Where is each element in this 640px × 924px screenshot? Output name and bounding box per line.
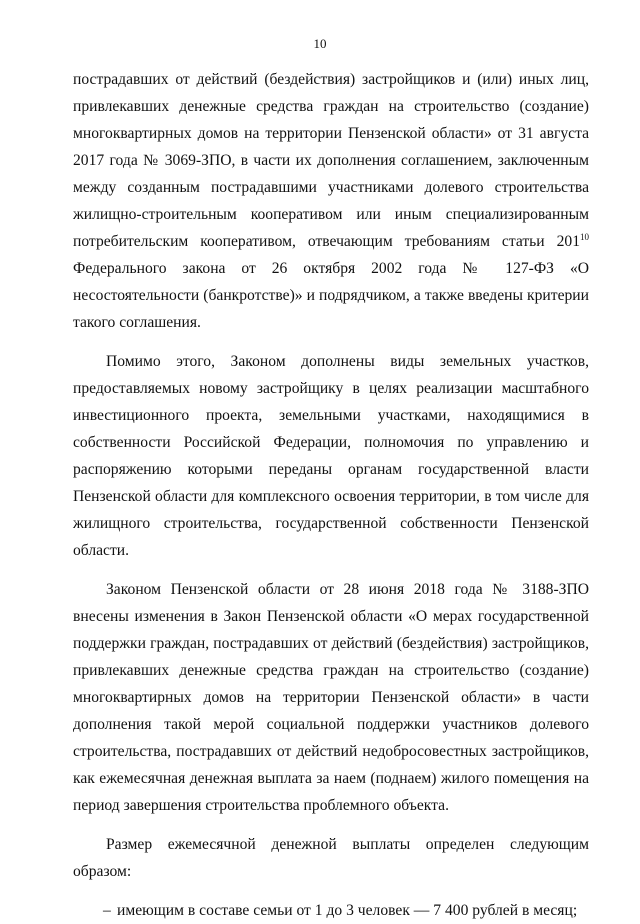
list-item-text: имеющим в составе семьи от 1 до 3 человек — 7 400 рублей в месяц; [117, 902, 578, 919]
page-number: 10 [313, 36, 327, 51]
paragraph-text: пострадавших от действий (бездействия) застройщиков и (или) иных лиц, привлекавших денежные средства граждан на строительство (создание) многоквартирных домов на территории Пензенской области» от 31 августа 2017 года № 3069-ЗПО, в части их дополнения соглашением, заключенным между созданным пострадавшими участниками долевого строительства жилищно-строительным кооперативом или иным специализированным потребительским кооперативом, отвечающим требованиям статьи 201 [73, 71, 589, 250]
paragraph-continuation [73, 66, 589, 336]
paragraph-land-plots: Помимо этого, Законом дополнены виды земельных участков, предоставляемых новому застройщику в целях реализации масштабного инвестиционного проекта, земельными участками, находящимися в собственности Российской Федерации, полномочия по управлению и распоряжению которыми переданы органам государственной власти Пензенской области для комплексного освоения территории, в том числе для жилищного строительства, государственной собственности Пензенской области. [73, 353, 589, 559]
document-body [73, 66, 589, 924]
paragraph-payment-size: Размер ежемесячной денежной выплаты определен следующим образом: [73, 836, 589, 880]
paragraph-law-3188: Законом Пензенской области от 28 июня 2018 года № 3188-ЗПО внесены изменения в Закон Пензенской области «О мерах государственной поддержки граждан, пострадавших от действий (бездействия) застройщиков, привлекавших денежные средства граждан на строительство (создание) многоквартирных домов на территории Пензенской области» в части дополнения такой мерой социальной поддержки участников долевого строительства, пострадавших от действий недобросовестных застройщиков, как ежемесячная денежная выплата за наем (поднаем) жилого помещения на период завершения строительства проблемного объекта. [73, 581, 589, 814]
list-item [73, 897, 589, 924]
list-dash: – [103, 902, 111, 919]
article-superscript: 10 [580, 231, 589, 242]
paragraph-text: Федерального закона от 26 октября 2002 года № 127-ФЗ «О несостоятельности (банкротстве)» и подрядчиком, а также введены критерии такого соглашения. [73, 260, 589, 331]
